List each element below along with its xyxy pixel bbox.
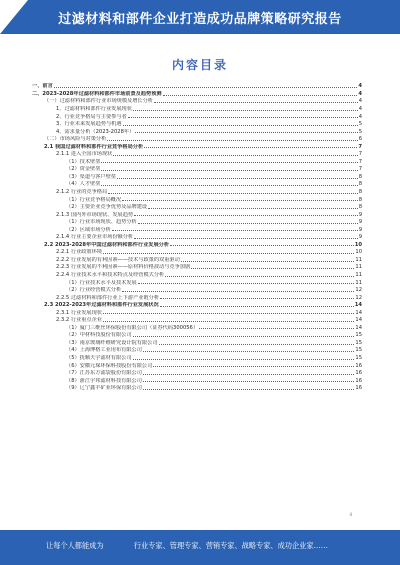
toc-entry-page: 10 [355, 249, 362, 256]
toc-entry-label: （9）辽宁鑫丰矿业环保有限公司 [66, 385, 142, 392]
toc-entry-page: 5 [358, 121, 362, 128]
toc-entry-page: 4 [358, 113, 362, 120]
toc-entry[interactable] [32, 127, 362, 135]
toc-entry[interactable] [32, 240, 362, 248]
toc-entry-page: 9 [358, 219, 362, 226]
toc-leader-dots [101, 185, 357, 186]
toc-entry[interactable] [32, 233, 362, 241]
toc-leader-dots [163, 95, 358, 96]
toc-entry-page: 4 [358, 98, 362, 105]
toc-entry-label: （2）中材科技股份有限公司 [66, 332, 132, 339]
toc-entry[interactable] [32, 384, 362, 392]
toc-entry-page: 15 [355, 339, 362, 346]
toc-entry[interactable] [32, 165, 362, 173]
toc-leader-dots [117, 178, 358, 179]
toc-entry-label: 2.2.1 行业政策环境 [56, 249, 102, 256]
toc-entry-page: 16 [355, 377, 362, 384]
page-number: 4 [349, 512, 352, 517]
toc-entry-page: 7 [358, 143, 362, 150]
toc-entry-label: 2.1.4 行业主要企业市场份额分析 [56, 234, 134, 241]
toc-entry-label: （4）上海博格工业用布有限公司 [66, 347, 142, 354]
toc-leader-dots [138, 223, 358, 224]
toc-entry-label: 2.2.5 过滤材料和部件行业上下游产业链分析 [56, 294, 160, 301]
toc-entry[interactable] [32, 210, 362, 218]
toc-entry[interactable] [32, 157, 362, 165]
toc-entry[interactable] [32, 150, 362, 158]
toc-entry[interactable] [32, 256, 362, 264]
toc-entry[interactable] [32, 203, 362, 211]
toc-leader-dots [143, 389, 354, 390]
toc-leader-dots [191, 268, 354, 269]
toc-entry[interactable] [32, 271, 362, 279]
toc-entry[interactable] [32, 248, 362, 256]
toc-entry-label: （2）行业经营模式分析 [66, 287, 122, 294]
toc-leader-dots [101, 162, 357, 163]
toc-leader-dots [143, 351, 354, 352]
toc-leader-dots [103, 321, 354, 322]
toc-entry[interactable] [32, 218, 362, 226]
toc-entry[interactable] [32, 180, 362, 188]
toc-entry[interactable] [32, 301, 362, 309]
toc-leader-dots [101, 170, 357, 171]
toc-entry-label: （1）技术壁垒 [66, 158, 101, 165]
toc-entry-page: 15 [355, 332, 362, 339]
toc-entry[interactable] [32, 97, 362, 105]
table-of-contents [32, 82, 362, 391]
toc-leader-dots [123, 125, 358, 126]
toc-leader-dots [103, 253, 354, 254]
toc-entry[interactable] [32, 195, 362, 203]
toc-entry-label: （1）厦门三维丝环保股份有限公司（证券代码300056） [66, 324, 199, 331]
toc-entry-label: 2.2 2023-2028年中国过滤材料和部件行业发展分析 [44, 241, 170, 248]
toc-entry-label: （7）江苏东方滤袋股份有限公司 [66, 370, 142, 377]
toc-leader-dots [143, 381, 354, 382]
toc-entry-page: 14 [355, 324, 362, 331]
toc-entry-label: 3、行业未来发展趋势与机遇 [56, 121, 122, 128]
toc-entry-label: （1）行业竞争格局概况 [66, 196, 122, 203]
toc-entry-page: 7 [358, 151, 362, 158]
toc-entry[interactable] [32, 112, 362, 120]
toc-entry-label: （二）市场风险与对策分析 [44, 136, 107, 143]
toc-entry-page: 11 [355, 264, 362, 271]
toc-entry-label: 2.3 2022-2023年过滤材料和部件行业发展状况 [44, 302, 159, 309]
toc-entry-label: （一）过滤材料和部件行业市场规模及增长分析 [44, 98, 153, 105]
toc-entry[interactable] [32, 308, 362, 316]
footer-slogan-right: 行业专家、管理专家、营销专家、战略专家、成功企业家…… [133, 541, 328, 550]
toc-heading: 内容目录 [171, 58, 228, 72]
toc-entry-page: 11 [355, 256, 362, 263]
toc-leader-dots [134, 238, 358, 239]
toc-entry-label: 2.3.1 行业发展现状 [56, 309, 102, 316]
toc-entry-label: （1）行业市场现状、趋势分析 [66, 219, 137, 226]
toc-entry-label: （8）浙江宇邦滤材科技有限公司 [66, 377, 142, 384]
toc-entry-label: 2.2.2 行业发展的有利因素——技术与政策的双重驱动 [56, 256, 180, 263]
toc-entry[interactable] [32, 324, 362, 332]
toc-entry-label: （2）主要企业竞争优势及品牌建设 [66, 204, 148, 211]
toc-leader-dots [143, 374, 354, 375]
toc-leader-dots [135, 132, 357, 133]
toc-leader-dots [159, 344, 355, 345]
toc-entry[interactable] [32, 316, 362, 324]
toc-entry-page: 5 [358, 128, 362, 135]
toc-entry-page: 15 [355, 355, 362, 362]
toc-entry-page: 8 [358, 181, 362, 188]
toc-entry-page: 8 [358, 173, 362, 180]
toc-entry-label: 一、前言 [32, 83, 53, 90]
toc-leader-dots [170, 245, 354, 246]
toc-entry[interactable] [32, 90, 362, 98]
toc-entry[interactable] [32, 188, 362, 196]
toc-entry-page: 8 [358, 189, 362, 195]
toc-leader-dots [122, 200, 358, 201]
toc-entry-page: 7 [358, 166, 362, 173]
toc-entry-page: 15 [355, 347, 362, 354]
toc-entry-page: 11 [355, 272, 362, 279]
toc-entry[interactable] [32, 142, 362, 150]
toc-entry-label: （5）抚顺天宇滤材有限公司 [66, 355, 132, 362]
toc-entry[interactable] [32, 369, 362, 377]
toc-entry-page: 9 [358, 211, 362, 218]
toc-entry-label: 2.1.1 进入全国市场现状 [56, 151, 113, 158]
toc-leader-dots [112, 230, 358, 231]
toc-leader-dots [122, 291, 354, 292]
toc-entry-label: 2.1.2 行业的竞争格局 [56, 189, 108, 195]
toc-leader-dots [160, 298, 354, 299]
toc-entry-page: 12 [355, 287, 362, 294]
toc-entry[interactable] [32, 173, 362, 181]
toc-entry-page: 14 [354, 302, 362, 309]
toc-leader-dots [138, 283, 355, 284]
toc-entry[interactable] [32, 263, 362, 271]
toc-leader-dots [103, 313, 354, 314]
toc-entry[interactable] [32, 376, 362, 384]
toc-entry-page: 9 [358, 234, 362, 241]
toc-entry-label: 2.2.3 行业发展的不利因素——原材料价格波动与竞争加剧 [56, 264, 191, 271]
toc-entry-page: 4 [358, 105, 362, 112]
toc-entry[interactable] [32, 354, 362, 362]
toc-leader-dots [108, 193, 358, 194]
toc-entry-page: 14 [355, 317, 362, 324]
toc-leader-dots [160, 306, 354, 307]
toc-leader-dots [133, 359, 355, 360]
toc-entry[interactable] [32, 361, 362, 369]
toc-leader-dots [54, 87, 358, 88]
toc-entry[interactable] [32, 331, 362, 339]
toc-entry[interactable] [32, 286, 362, 294]
toc-leader-dots [154, 102, 358, 103]
toc-entry[interactable] [32, 82, 362, 90]
toc-entry-label: 4、需求量分析（2023-2028年） [56, 128, 135, 135]
toc-entry[interactable] [32, 346, 362, 354]
toc-leader-dots [134, 215, 358, 216]
toc-entry[interactable] [32, 120, 362, 128]
report-title: 过滤材料和部件企业打造成功品牌策略研究报告 [58, 12, 342, 27]
toc-leader-dots [153, 366, 354, 367]
toc-leader-dots [144, 147, 357, 148]
toc-leader-dots [165, 276, 354, 277]
toc-entry-page: 6 [358, 136, 362, 143]
toc-entry[interactable] [32, 105, 362, 113]
toc-entry-page: 10 [354, 241, 362, 248]
toc-entry[interactable] [32, 225, 362, 233]
toc-entry-label: 2.2.4 行业技术水平和技术特点及经营模式分析 [56, 272, 165, 279]
toc-leader-dots [199, 328, 354, 329]
toc-entry-page: 16 [355, 362, 362, 369]
toc-entry-page: 4 [358, 83, 362, 90]
toc-leader-dots [133, 110, 358, 111]
toc-leader-dots [107, 140, 357, 141]
toc-entry-label: （2）区域市场分析 [66, 226, 111, 233]
toc-entry-page: 16 [355, 385, 362, 392]
toc-entry-label: （2）资金壁垒 [66, 166, 101, 173]
toc-entry[interactable] [32, 293, 362, 301]
toc-entry-label: 2、行业竞争格局与主要参与者 [56, 113, 127, 120]
toc-entry-page: 11 [355, 279, 362, 286]
toc-entry-label: 2.1 我国过滤材料和部件行业竞争格局分析 [44, 143, 144, 150]
toc-entry-page: 16 [355, 370, 362, 377]
toc-entry[interactable] [32, 339, 362, 347]
toc-leader-dots [113, 155, 357, 156]
toc-entry-page: 14 [355, 309, 362, 316]
toc-entry-page: 12 [355, 294, 362, 301]
toc-entry-label: 2.3.2 行业重点企业 [56, 317, 102, 324]
toc-leader-dots [148, 208, 358, 209]
toc-entry-label: （4）人才壁垒 [66, 181, 101, 188]
footer-slogan-left: 让每个人都能成为 [46, 541, 104, 550]
footer-slogan [46, 541, 390, 551]
footer-banner [0, 530, 400, 565]
toc-entry-page: 7 [358, 158, 362, 165]
header-banner [0, 0, 400, 34]
toc-entry-page: 8 [358, 196, 362, 203]
toc-entry-label: （3）南京玻璃纤维研究设计院有限公司 [66, 339, 158, 346]
toc-entry-label: 2.1.3 国内外市场现状、发展趋势 [56, 211, 134, 218]
toc-leader-dots [181, 261, 355, 262]
toc-entry-label: 1、过滤材料和部件行业发展现状 [56, 105, 132, 112]
toc-entry-label: （1）行业技术水平及技术发展 [66, 279, 137, 286]
toc-entry[interactable] [32, 278, 362, 286]
toc-entry-label: （6）安徽元琛环保科技股份有限公司 [66, 362, 153, 369]
toc-entry-label: （3）渠道与客户壁垒 [66, 173, 116, 180]
toc-entry[interactable] [32, 135, 362, 143]
toc-entry-page: 4 [358, 90, 362, 97]
toc-entry-page: 8 [358, 204, 362, 211]
toc-entry-page: 9 [358, 226, 362, 233]
toc-entry-label: 二、2023-2028年过滤材料和部件市场前景及趋势预测 [32, 90, 162, 97]
toc-leader-dots [128, 117, 358, 118]
toc-leader-dots [133, 336, 355, 337]
